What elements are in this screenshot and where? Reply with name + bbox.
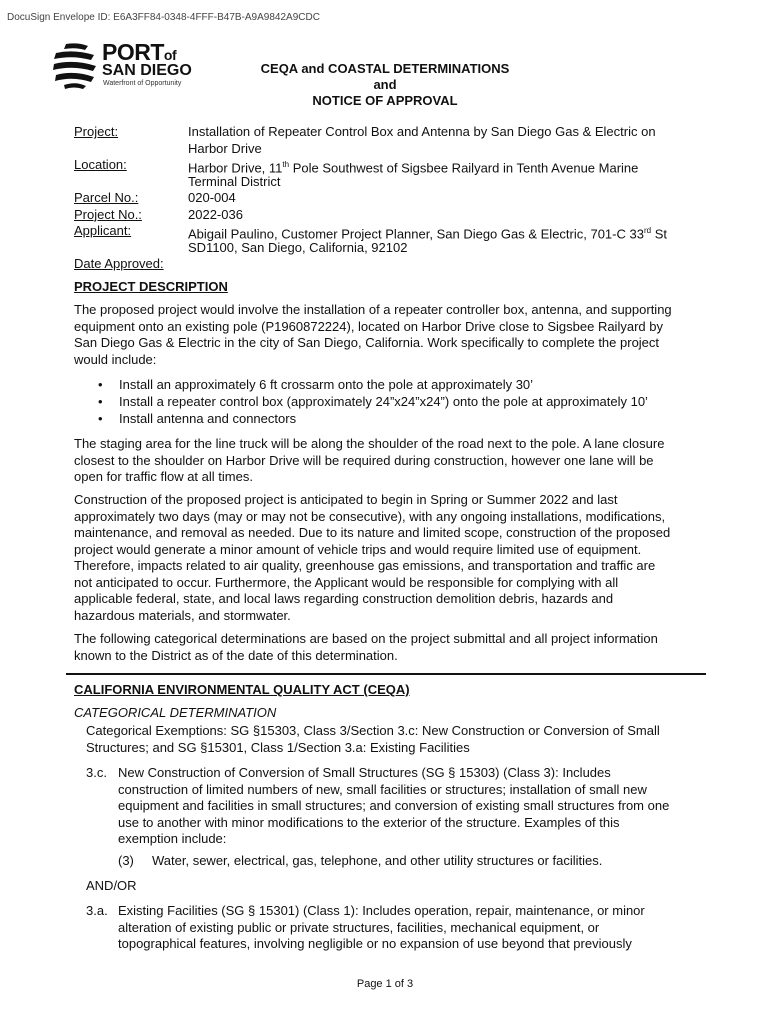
categorical-exemptions bbox=[86, 723, 698, 756]
text-line: The following categorical determinations are based on the project submittal and all project information bbox=[74, 631, 658, 646]
location-value-line2: Terminal District bbox=[188, 173, 281, 189]
projectno-value: 2022-036 bbox=[188, 206, 243, 222]
text-line: use to another with minor modifications to the exterior of the structure. Examples of this bbox=[118, 814, 620, 830]
location-pre: Harbor Drive, 11 bbox=[188, 160, 283, 176]
class1-description bbox=[118, 903, 698, 953]
text-line: construction of limited numbers of new, small facilities or structures; installation of small new bbox=[118, 781, 647, 797]
description-paragraph-1 bbox=[74, 302, 698, 368]
text-line: maintenance, and removal as needed. Due to its nature and limited scope, construction of the proposed bbox=[74, 525, 671, 540]
page-number: Page 1 of 3 bbox=[356, 978, 414, 990]
doc-title-line2: and bbox=[373, 77, 397, 92]
applicant-post: St bbox=[651, 226, 667, 242]
applicant-sup: rd bbox=[643, 226, 652, 235]
project-info bbox=[74, 124, 698, 274]
logo-port: PORT bbox=[102, 39, 164, 65]
text-line: not anticipated to occur. Furthermore, the Applicant would be responsible for complying with all bbox=[74, 574, 619, 590]
docusign-envelope-id: DocuSign Envelope ID: E6A3FF84-0348-4FFF-B47B-A9A9842A9CDC bbox=[7, 12, 320, 23]
text-line: project would generate a minor amount of vehicle trips and would require limited use of equipment. bbox=[74, 541, 642, 557]
applicant-pre: Abigail Paulino, Customer Project Planner, San Diego Gas & Electric, 701-C 33 bbox=[188, 226, 644, 242]
bullet-text: Install antenna and connectors bbox=[119, 411, 297, 426]
section-divider bbox=[66, 673, 706, 675]
bullet-text: Install an approximately 6 ft crossarm onto the pole at approximately 30’ bbox=[119, 377, 534, 392]
text-line: The staging area for the line truck will be along the shoulder of the road next to the pole. A lane closure bbox=[74, 436, 665, 451]
applicant-value-line2: SD1100, San Diego, California, 92102 bbox=[188, 239, 408, 255]
class3-description bbox=[118, 765, 698, 848]
logo-city: SAN DIEGO bbox=[102, 62, 192, 79]
parcel-value: 020-004 bbox=[188, 190, 236, 205]
parcel-label: Parcel No.: bbox=[74, 190, 139, 205]
text-line: applicable federal, state, and local laws regarding construction demolition debris, hazards and bbox=[74, 591, 614, 606]
item-number: (3) bbox=[118, 853, 134, 868]
project-value-line1: Installation of Repeater Control Box and Antenna by San Diego Gas & Electric on bbox=[188, 124, 656, 139]
project-description-heading: PROJECT DESCRIPTION bbox=[74, 279, 228, 294]
logo-of: of bbox=[163, 47, 177, 63]
text-line: exemption include: bbox=[118, 831, 227, 846]
text-line: The proposed project would involve the installation of a repeater controller box, antenna, and supporting bbox=[74, 302, 672, 317]
project-label: Project: bbox=[74, 124, 119, 139]
text-line: San Diego Gas & Electric in the city of San Diego, California. Work specifically to complete the project bbox=[74, 335, 660, 350]
text-line: approximately two days (may or may not be consecutive), with any ongoing installations, modifications, bbox=[74, 508, 666, 524]
applicant-label: Applicant: bbox=[74, 223, 132, 238]
text-line: New Construction of Conversion of Small Structures (SG § 15303) (Class 3): Includes bbox=[118, 765, 611, 780]
bullet-dot-icon: • bbox=[98, 394, 103, 409]
text-line: Construction of the proposed project is anticipated to begin in Spring or Summer 2022 and last bbox=[74, 492, 618, 507]
projectno-label: Project No.: bbox=[74, 206, 142, 222]
ceqa-heading: CALIFORNIA ENVIRONMENTAL QUALITY ACT (CEQA) bbox=[74, 682, 410, 697]
description-paragraph-3 bbox=[74, 492, 698, 624]
date-approved-label: Date Approved: bbox=[74, 256, 164, 271]
bullet-dot-icon: • bbox=[98, 377, 103, 392]
project-value-line2: Harbor Drive bbox=[188, 140, 262, 156]
text-line: closest to the shoulder on Harbor Drive will be required during construction, however one lane will be bbox=[74, 452, 654, 468]
text-line: equipment onto an existing pole (P1960872224), located on Harbor Drive close to Sigsbee Railyard by bbox=[74, 318, 663, 334]
item-3-text: Water, sewer, electrical, gas, telephone, and other utility structures or facilities. bbox=[152, 853, 603, 868]
doc-title-line3: NOTICE OF APPROVAL bbox=[312, 93, 458, 108]
location-label: Location: bbox=[74, 157, 127, 172]
doc-title-line1: CEQA and COASTAL DETERMINATIONS bbox=[260, 61, 510, 76]
text-line: equipment and facilities in small structures; and conversion of existing small structures from one bbox=[118, 798, 670, 813]
text-line: Therefore, impacts related to air quality, greenhouse gas emissions, and transportation and traffic are bbox=[74, 558, 656, 573]
and-or: AND/OR bbox=[86, 878, 137, 893]
port-logo bbox=[52, 40, 212, 92]
logo-tagline: Waterfront of Opportunity bbox=[103, 80, 182, 87]
text-line: hazardous materials, and stormwater. bbox=[74, 607, 291, 623]
bullet-text: Install a repeater control box (approximately 24”x24”x24”) onto the pole at approximately 10’ bbox=[119, 394, 648, 409]
categorical-determination-heading: CATEGORICAL DETERMINATION bbox=[74, 705, 277, 720]
text-line: Existing Facilities (SG § 15301) (Class 1): Includes operation, repair, maintenance, or minor bbox=[118, 903, 645, 918]
description-paragraph-4 bbox=[74, 631, 698, 664]
text-line: Structures; and SG §15301, Class 1/Section 3.a: Existing Facilities bbox=[86, 739, 470, 755]
location-post: Pole Southwest of Sigsbee Railyard in Tenth Avenue Marine bbox=[289, 160, 639, 176]
text-line: open for traffic flow at all times. bbox=[74, 469, 253, 484]
text-line: would include: bbox=[74, 351, 157, 367]
section-number: 3.c. bbox=[86, 765, 107, 780]
text-line: Categorical Exemptions: SG §15303, Class 3/Section 3.c: New Construction or Conversion of Small bbox=[86, 723, 660, 738]
text-line: topographical features, involving negligible or no expansion of use beyond that previously bbox=[118, 936, 632, 951]
section-number: 3.a. bbox=[86, 903, 108, 918]
wave-logo-icon bbox=[52, 40, 98, 90]
bullet-dot-icon: • bbox=[98, 411, 103, 426]
description-paragraph-2 bbox=[74, 436, 698, 486]
text-line: alteration of existing public or private structures, facilities, mechanical equipment, or bbox=[118, 919, 600, 935]
location-sup: th bbox=[282, 160, 290, 169]
text-line: known to the District as of the date of this determination. bbox=[74, 647, 398, 663]
